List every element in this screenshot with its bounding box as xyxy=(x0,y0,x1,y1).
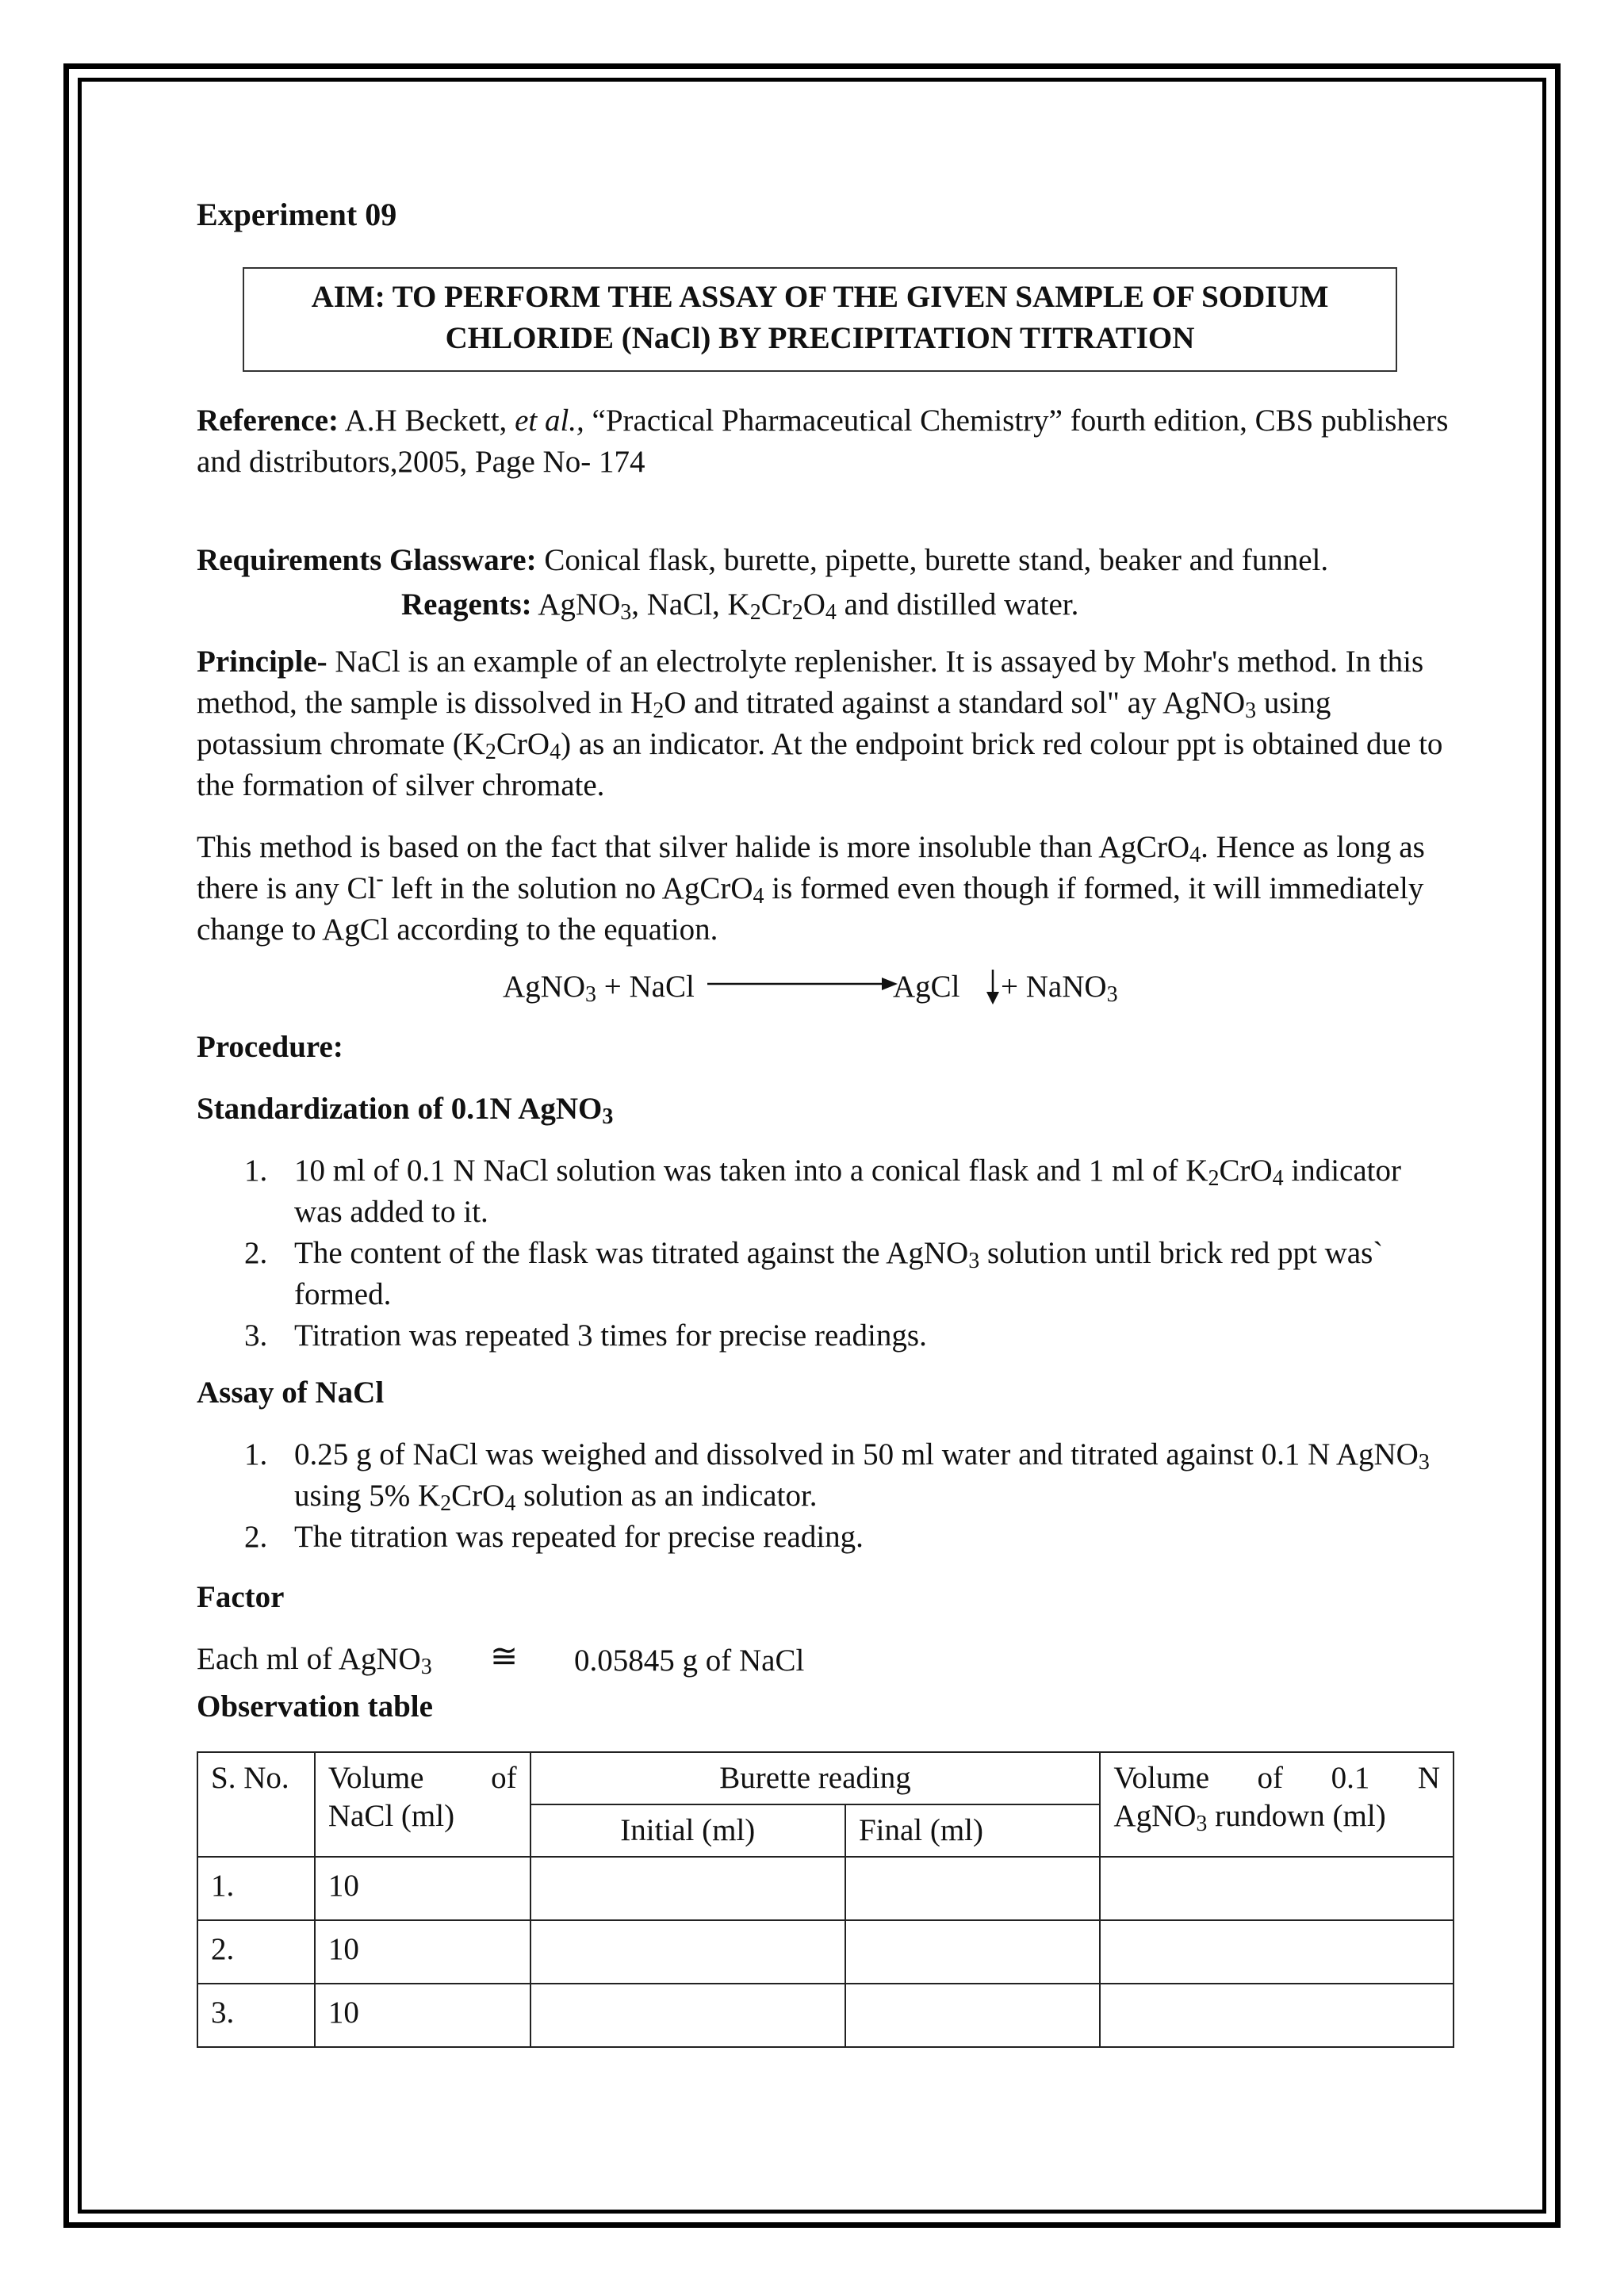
assay-heading: Assay of NaCl xyxy=(197,1376,385,1410)
method-text-4: is formed even though if formed, it will immediately change to AgCl according to the equation. xyxy=(197,871,1424,947)
method-text-2: . Hence as long as there is any Cl xyxy=(197,830,1425,905)
reagents-label: Reagents: xyxy=(401,587,532,622)
requirements-glassware xyxy=(197,540,1450,581)
procedure-heading: Procedure: xyxy=(197,1030,343,1064)
aim-line-2: CHLORIDE (NaCl) BY PRECIPITATION TITRATION xyxy=(445,321,1195,355)
reaction-arrow-icon xyxy=(707,968,898,1000)
cell-initial xyxy=(530,1984,845,2047)
cell-volume: 10 xyxy=(315,1984,530,2047)
reaction-equation xyxy=(197,960,1450,1012)
reference-paragraph xyxy=(197,400,1450,483)
cell-initial xyxy=(530,1920,845,1984)
list-item: 3. Titration was repeated 3 times for precise readings. xyxy=(244,1318,927,1353)
document-body xyxy=(197,194,1450,2048)
glassware-text: Conical flask, burette, pipette, burette stand, beaker and funnel. xyxy=(544,543,1329,577)
reference-label: Reference: xyxy=(197,404,339,438)
list-item: 2. The titration was repeated for precise reading. xyxy=(244,1520,864,1554)
col-header-initial: Initial (ml) xyxy=(530,1804,845,1857)
cell-final xyxy=(845,1984,1100,2047)
approx-equal-icon: ≅ xyxy=(490,1636,519,1675)
experiment-number: Experiment 09 xyxy=(197,197,397,232)
method-paragraph: This method is based on the fact that silver halide is more insoluble than AgCrO$_4$. Hence as long as there is any Cl- left in the solution no AgCrO$_4$ is formed even though if formed, it will immediately change to AgCl according to the equation. xyxy=(197,830,1425,947)
requirements-reagents: Reagents: AgNO$_3$, NaCl, $K_2Cr_2O_4$ and distilled water. xyxy=(401,587,1079,625)
factor-left: Each ml of AgNO$_3$ xyxy=(197,1642,432,1679)
list-item: 1. 10 ml of 0.1 N NaCl solution was taken into a conical flask and 1 ml of $K_2CrO_4$ indicator was added to it. xyxy=(244,1154,1402,1229)
table-header-row xyxy=(197,1752,1454,1804)
assay-steps xyxy=(197,1434,1450,1558)
cell-sno: 1. xyxy=(197,1857,315,1920)
observation-table xyxy=(197,1751,1454,2048)
principle-text-1: NaCl is an example of an electrolyte replenisher. It is assayed by Mohr's method. In this method, the sample is dissolved in H xyxy=(197,645,1424,720)
col-header-burette: Burette reading xyxy=(530,1752,1101,1804)
standardization-steps xyxy=(197,1150,1450,1357)
list-item: 1. 0.25 g of NaCl was weighed and dissolved in 50 ml water and titrated against 0.1 N AgNO$_3$ using 5% $K_2CrO_4$ solution as an indicator. xyxy=(244,1437,1430,1516)
reference-etal: et al., xyxy=(515,404,584,438)
col-header-volume-agno3: Volume of 0.1 N AgNO$_3$ rundown (ml) xyxy=(1100,1752,1454,1857)
cell-rundown xyxy=(1100,1920,1454,1984)
principle-paragraph: Principle- NaCl is an example of an electrolyte replenisher. It is assayed by Mohr's method. In this method, the sample is dissolved in $H_2O$ and titrated against a standard sol" ay AgNO$_3$ using potassium chromate $(K_2CrO_4)$ as an indicator. At the endpoint brick red colour ppt is obtained due to the formation of silver chromate. xyxy=(197,645,1443,802)
method-text-3: left in the solution no AgCrO xyxy=(391,871,753,905)
equation-product-agcl: AgCl xyxy=(893,970,960,1004)
cell-initial xyxy=(530,1857,845,1920)
equation-product-nano3: + NaNO$_3$ xyxy=(1001,970,1118,1007)
principle-label: Principle- xyxy=(197,645,327,679)
principle-text-2: O and titrated against a standard sol" ay AgNO xyxy=(664,686,1246,720)
cell-volume: 10 xyxy=(315,1920,530,1984)
factor-statement xyxy=(197,1634,1450,1682)
col-header-final: Final (ml) xyxy=(845,1804,1100,1857)
precipitate-arrow-icon xyxy=(983,965,1002,1006)
observation-heading: Observation table xyxy=(197,1689,433,1724)
reference-authors: A.H Beckett, xyxy=(344,404,508,438)
glassware-label: Requirements Glassware: xyxy=(197,543,537,577)
cell-rundown xyxy=(1100,1857,1454,1920)
reference-text: “Practical Pharmaceutical Chemistry” fourth edition, CBS publishers and distributors,2005, Page No- 174 xyxy=(197,404,1449,479)
aim-box xyxy=(243,267,1397,372)
cell-final xyxy=(845,1920,1100,1984)
list-item: 2. The content of the flask was titrated against the AgNO$_3$ solution until brick red ppt was` formed. xyxy=(244,1236,1384,1311)
factor-right: 0.05845 g of NaCl xyxy=(574,1644,805,1678)
aim-line-1: AIM: TO PERFORM THE ASSAY OF THE GIVEN SAMPLE OF SODIUM xyxy=(311,280,1329,314)
standardization-heading: Standardization of 0.1N AgNO$_3$ xyxy=(197,1092,614,1129)
cell-sno: 2. xyxy=(197,1920,315,1984)
cell-final xyxy=(845,1857,1100,1920)
principle-text-5: ) as an indicator. At the endpoint brick red colour ppt is obtained due to the formation of silver chromate. xyxy=(197,727,1443,802)
table-row xyxy=(197,1920,1454,1984)
table-row xyxy=(197,1857,1454,1920)
col-header-volume-nacl: Volume of NaCl (ml) xyxy=(315,1752,530,1857)
equation-reactants: AgNO$_3$ + NaCl xyxy=(503,970,695,1007)
cell-volume: 10 xyxy=(315,1857,530,1920)
cell-sno: 3. xyxy=(197,1984,315,2047)
cell-rundown xyxy=(1100,1984,1454,2047)
method-text-1: This method is based on the fact that silver halide is more insoluble than AgCrO xyxy=(197,830,1190,864)
factor-heading: Factor xyxy=(197,1580,285,1614)
col-header-sno: S. No. xyxy=(197,1752,315,1857)
principle-text-3: using potassium chromate (K xyxy=(197,686,1331,761)
principle-text-4: CrO xyxy=(496,727,550,761)
table-row xyxy=(197,1984,1454,2047)
